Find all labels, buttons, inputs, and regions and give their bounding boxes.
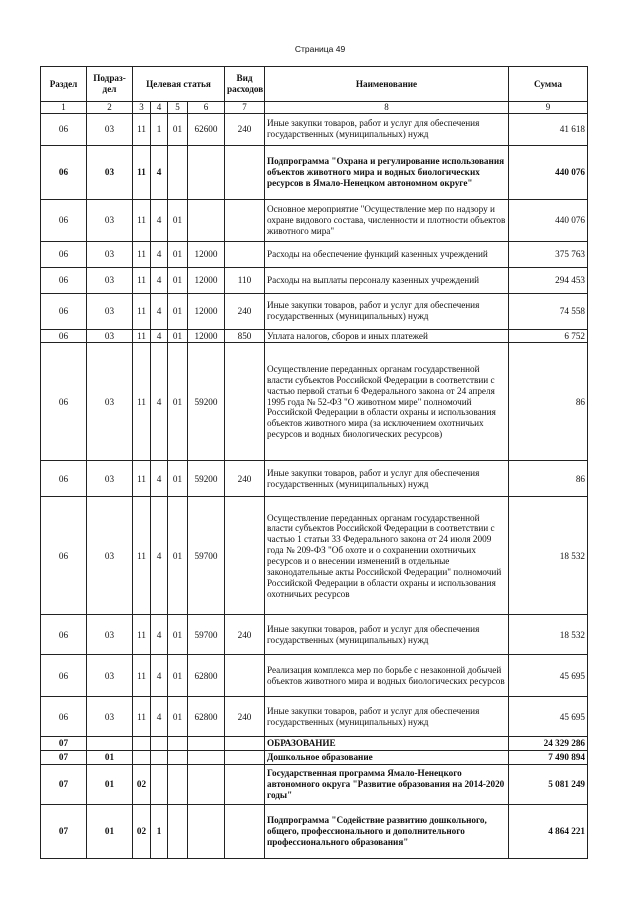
cell-direction: [188, 765, 225, 805]
table-row: [41, 241, 588, 267]
cell-sum: 440 076: [509, 199, 588, 241]
cell-name: Уплата налогов, сборов и иных платежей: [265, 329, 509, 343]
table-row: [41, 697, 588, 737]
cell-program: 11: [133, 497, 151, 615]
cell-name: Иные закупки товаров, работ и услуг для обеспечения государственных (муниципальных) нужд: [265, 113, 509, 145]
table-row: [41, 655, 588, 697]
cell-podrazdel: 01: [87, 751, 133, 765]
cell-name: Иные закупки товаров, работ и услуг для обеспечения государственных (муниципальных) нужд: [265, 697, 509, 737]
cell-name: Иные закупки товаров, работ и услуг для обеспечения государственных (муниципальных) нужд: [265, 293, 509, 329]
cell-direction: [188, 805, 225, 859]
col-index: 3: [133, 102, 151, 114]
table-row: [41, 145, 588, 199]
cell-razdel: 06: [41, 461, 87, 497]
cell-program: 02: [133, 805, 151, 859]
cell-subprogram: 1: [151, 805, 168, 859]
cell-podrazdel: 01: [87, 805, 133, 859]
header-sum: Сумма: [509, 67, 588, 102]
cell-podrazdel: 03: [87, 461, 133, 497]
cell-razdel: 07: [41, 765, 87, 805]
cell-podrazdel: [87, 737, 133, 751]
cell-program: 11: [133, 241, 151, 267]
col-index: 7: [225, 102, 265, 114]
cell-direction: 12000: [188, 267, 225, 293]
cell-expense-type: [225, 751, 265, 765]
cell-razdel: 07: [41, 737, 87, 751]
cell-activity: 01: [168, 241, 188, 267]
cell-podrazdel: 03: [87, 199, 133, 241]
table-row: [41, 293, 588, 329]
cell-subprogram: 1: [151, 113, 168, 145]
table-row: [41, 737, 588, 751]
cell-direction: [188, 145, 225, 199]
cell-direction: 59700: [188, 497, 225, 615]
cell-direction: 59200: [188, 343, 225, 461]
header-expense-type: Вид расходов: [225, 67, 265, 102]
cell-direction: 59200: [188, 461, 225, 497]
cell-activity: [168, 765, 188, 805]
page-number: Страница 49: [294, 44, 346, 54]
table-row: [41, 267, 588, 293]
table-row: [41, 751, 588, 765]
cell-sum: 86: [509, 461, 588, 497]
cell-sum: 7 490 894: [509, 751, 588, 765]
cell-expense-type: 240: [225, 293, 265, 329]
cell-name: Расходы на обеспечение функций казенных учреждений: [265, 241, 509, 267]
cell-program: 11: [133, 615, 151, 655]
cell-sum: 6 752: [509, 329, 588, 343]
cell-activity: [168, 751, 188, 765]
cell-name: Осуществление переданных органам государственной власти субъектов Российской Федерации в соответствии с частью первой статьи 6 Федерального закона от 24 апреля 1995 года № 52-ФЗ "О животном мире" полномочий Российской Федерации в области охраны и использования объектов животного мира (за исключением охотничьих ресурсов и водных биологических ресурсов): [265, 343, 509, 461]
cell-expense-type: [225, 241, 265, 267]
col-index: 1: [41, 102, 87, 114]
cell-expense-type: [225, 655, 265, 697]
cell-activity: 01: [168, 461, 188, 497]
cell-activity: 01: [168, 343, 188, 461]
cell-program: 11: [133, 199, 151, 241]
cell-podrazdel: 03: [87, 497, 133, 615]
cell-subprogram: 4: [151, 615, 168, 655]
cell-podrazdel: 03: [87, 697, 133, 737]
cell-name: Дошкольное образование: [265, 751, 509, 765]
cell-name: ОБРАЗОВАНИЕ: [265, 737, 509, 751]
cell-razdel: 06: [41, 293, 87, 329]
cell-direction: 12000: [188, 329, 225, 343]
cell-subprogram: 4: [151, 267, 168, 293]
cell-direction: [188, 751, 225, 765]
cell-razdel: 06: [41, 113, 87, 145]
cell-sum: 294 453: [509, 267, 588, 293]
cell-name: Государственная программа Ямало-Ненецкого автономного округа "Развитие образования на 2014-2020 годы": [265, 765, 509, 805]
cell-name: Реализация комплекса мер по борьбе с незаконной добычей объектов животного мира и водных биологических ресурсов: [265, 655, 509, 697]
table-row: [41, 765, 588, 805]
cell-program: 11: [133, 343, 151, 461]
table-row: [41, 113, 588, 145]
cell-expense-type: [225, 199, 265, 241]
cell-podrazdel: 03: [87, 293, 133, 329]
cell-podrazdel: 03: [87, 329, 133, 343]
cell-podrazdel: 03: [87, 145, 133, 199]
column-index-row: [41, 102, 588, 114]
cell-razdel: 06: [41, 615, 87, 655]
cell-podrazdel: 03: [87, 655, 133, 697]
cell-razdel: 06: [41, 145, 87, 199]
cell-subprogram: 4: [151, 343, 168, 461]
cell-expense-type: 850: [225, 329, 265, 343]
header-razdel: Раздел: [41, 67, 87, 102]
cell-expense-type: 240: [225, 615, 265, 655]
budget-table: [40, 66, 588, 859]
cell-sum: 4 864 221: [509, 805, 588, 859]
cell-podrazdel: 03: [87, 241, 133, 267]
cell-razdel: 07: [41, 805, 87, 859]
cell-name: Основное мероприятие "Осуществление мер по надзору и охране видового состава, численности и плотности объектов животного мира": [265, 199, 509, 241]
cell-razdel: 06: [41, 241, 87, 267]
cell-podrazdel: 03: [87, 343, 133, 461]
col-index: 6: [188, 102, 225, 114]
cell-name: Подпрограмма "Содействие развитию дошкольного, общего, профессионального и дополнительного профессионального образования": [265, 805, 509, 859]
cell-sum: 5 081 249: [509, 765, 588, 805]
header-name: Наименование: [265, 67, 509, 102]
cell-expense-type: 240: [225, 113, 265, 145]
table-row: [41, 805, 588, 859]
cell-sum: 45 695: [509, 697, 588, 737]
cell-sum: 440 076: [509, 145, 588, 199]
table-row: [41, 199, 588, 241]
table-row: [41, 497, 588, 615]
cell-expense-type: 240: [225, 461, 265, 497]
cell-expense-type: 110: [225, 267, 265, 293]
cell-subprogram: 4: [151, 497, 168, 615]
cell-program: 11: [133, 113, 151, 145]
cell-subprogram: 4: [151, 199, 168, 241]
col-index: 4: [151, 102, 168, 114]
cell-sum: 18 532: [509, 615, 588, 655]
cell-activity: 01: [168, 329, 188, 343]
cell-expense-type: [225, 497, 265, 615]
cell-direction: [188, 737, 225, 751]
cell-podrazdel: 03: [87, 113, 133, 145]
cell-activity: 01: [168, 697, 188, 737]
table-row: [41, 461, 588, 497]
col-index: 8: [265, 102, 509, 114]
cell-program: 11: [133, 145, 151, 199]
cell-expense-type: [225, 145, 265, 199]
cell-expense-type: [225, 805, 265, 859]
cell-activity: [168, 737, 188, 751]
cell-name: Осуществление переданных органам государственной власти субъектов Российской Федерации в соответствии с частью 1 статьи 33 Федерального закона от 24 июля 2009 года № 209-ФЗ "Об охоте и о сохранении охотничьих ресурсов и о внесении изменений в отдельные законодательные акты Российской Федерации" полномочий Российской Федерации в области охраны и использования охотничьих ресурсов: [265, 497, 509, 615]
cell-sum: 18 532: [509, 497, 588, 615]
col-index: 5: [168, 102, 188, 114]
cell-expense-type: [225, 765, 265, 805]
cell-name: Иные закупки товаров, работ и услуг для обеспечения государственных (муниципальных) нужд: [265, 615, 509, 655]
cell-subprogram: 4: [151, 293, 168, 329]
col-index: 9: [509, 102, 588, 114]
cell-program: 11: [133, 293, 151, 329]
cell-subprogram: [151, 737, 168, 751]
cell-program: 11: [133, 655, 151, 697]
cell-podrazdel: 03: [87, 615, 133, 655]
cell-activity: 01: [168, 655, 188, 697]
cell-direction: 62800: [188, 697, 225, 737]
cell-name: Расходы на выплаты персоналу казенных учреждений: [265, 267, 509, 293]
cell-name: Подпрограмма "Охрана и регулирование использования объектов животного мира и водных биологических ресурсов в Ямало-Ненецком автономном округе": [265, 145, 509, 199]
cell-program: 11: [133, 461, 151, 497]
cell-direction: 62600: [188, 113, 225, 145]
cell-name: Иные закупки товаров, работ и услуг для обеспечения государственных (муниципальных) нужд: [265, 461, 509, 497]
cell-subprogram: [151, 751, 168, 765]
cell-sum: 86: [509, 343, 588, 461]
cell-activity: 01: [168, 113, 188, 145]
cell-expense-type: [225, 737, 265, 751]
cell-direction: 12000: [188, 241, 225, 267]
cell-expense-type: [225, 343, 265, 461]
table-row: [41, 615, 588, 655]
header-row: [41, 67, 588, 102]
cell-program: [133, 737, 151, 751]
cell-subprogram: 4: [151, 655, 168, 697]
cell-activity: 01: [168, 497, 188, 615]
cell-razdel: 06: [41, 497, 87, 615]
cell-activity: 01: [168, 293, 188, 329]
header-podrazdel: Подраз-дел: [87, 67, 133, 102]
cell-podrazdel: 01: [87, 765, 133, 805]
col-index: 2: [87, 102, 133, 114]
cell-subprogram: 4: [151, 329, 168, 343]
cell-sum: 375 763: [509, 241, 588, 267]
cell-direction: 12000: [188, 293, 225, 329]
cell-razdel: 06: [41, 199, 87, 241]
cell-direction: [188, 199, 225, 241]
cell-subprogram: 4: [151, 145, 168, 199]
cell-sum: 24 329 286: [509, 737, 588, 751]
cell-sum: 74 558: [509, 293, 588, 329]
cell-razdel: 07: [41, 751, 87, 765]
cell-activity: 01: [168, 267, 188, 293]
cell-program: 11: [133, 267, 151, 293]
cell-razdel: 06: [41, 697, 87, 737]
cell-direction: 62800: [188, 655, 225, 697]
cell-direction: 59700: [188, 615, 225, 655]
cell-subprogram: 4: [151, 241, 168, 267]
cell-program: 02: [133, 765, 151, 805]
cell-program: 11: [133, 329, 151, 343]
cell-activity: 01: [168, 199, 188, 241]
cell-sum: 41 618: [509, 113, 588, 145]
cell-razdel: 06: [41, 343, 87, 461]
cell-razdel: 06: [41, 329, 87, 343]
table-row: [41, 343, 588, 461]
cell-activity: 01: [168, 615, 188, 655]
table-row: [41, 329, 588, 343]
cell-podrazdel: 03: [87, 267, 133, 293]
cell-subprogram: 4: [151, 461, 168, 497]
cell-activity: [168, 145, 188, 199]
cell-razdel: 06: [41, 655, 87, 697]
cell-subprogram: [151, 765, 168, 805]
cell-program: 11: [133, 697, 151, 737]
cell-sum: 45 695: [509, 655, 588, 697]
header-target-article: Целевая статья: [133, 67, 225, 102]
cell-razdel: 06: [41, 267, 87, 293]
cell-expense-type: 240: [225, 697, 265, 737]
cell-program: [133, 751, 151, 765]
cell-subprogram: 4: [151, 697, 168, 737]
cell-activity: [168, 805, 188, 859]
